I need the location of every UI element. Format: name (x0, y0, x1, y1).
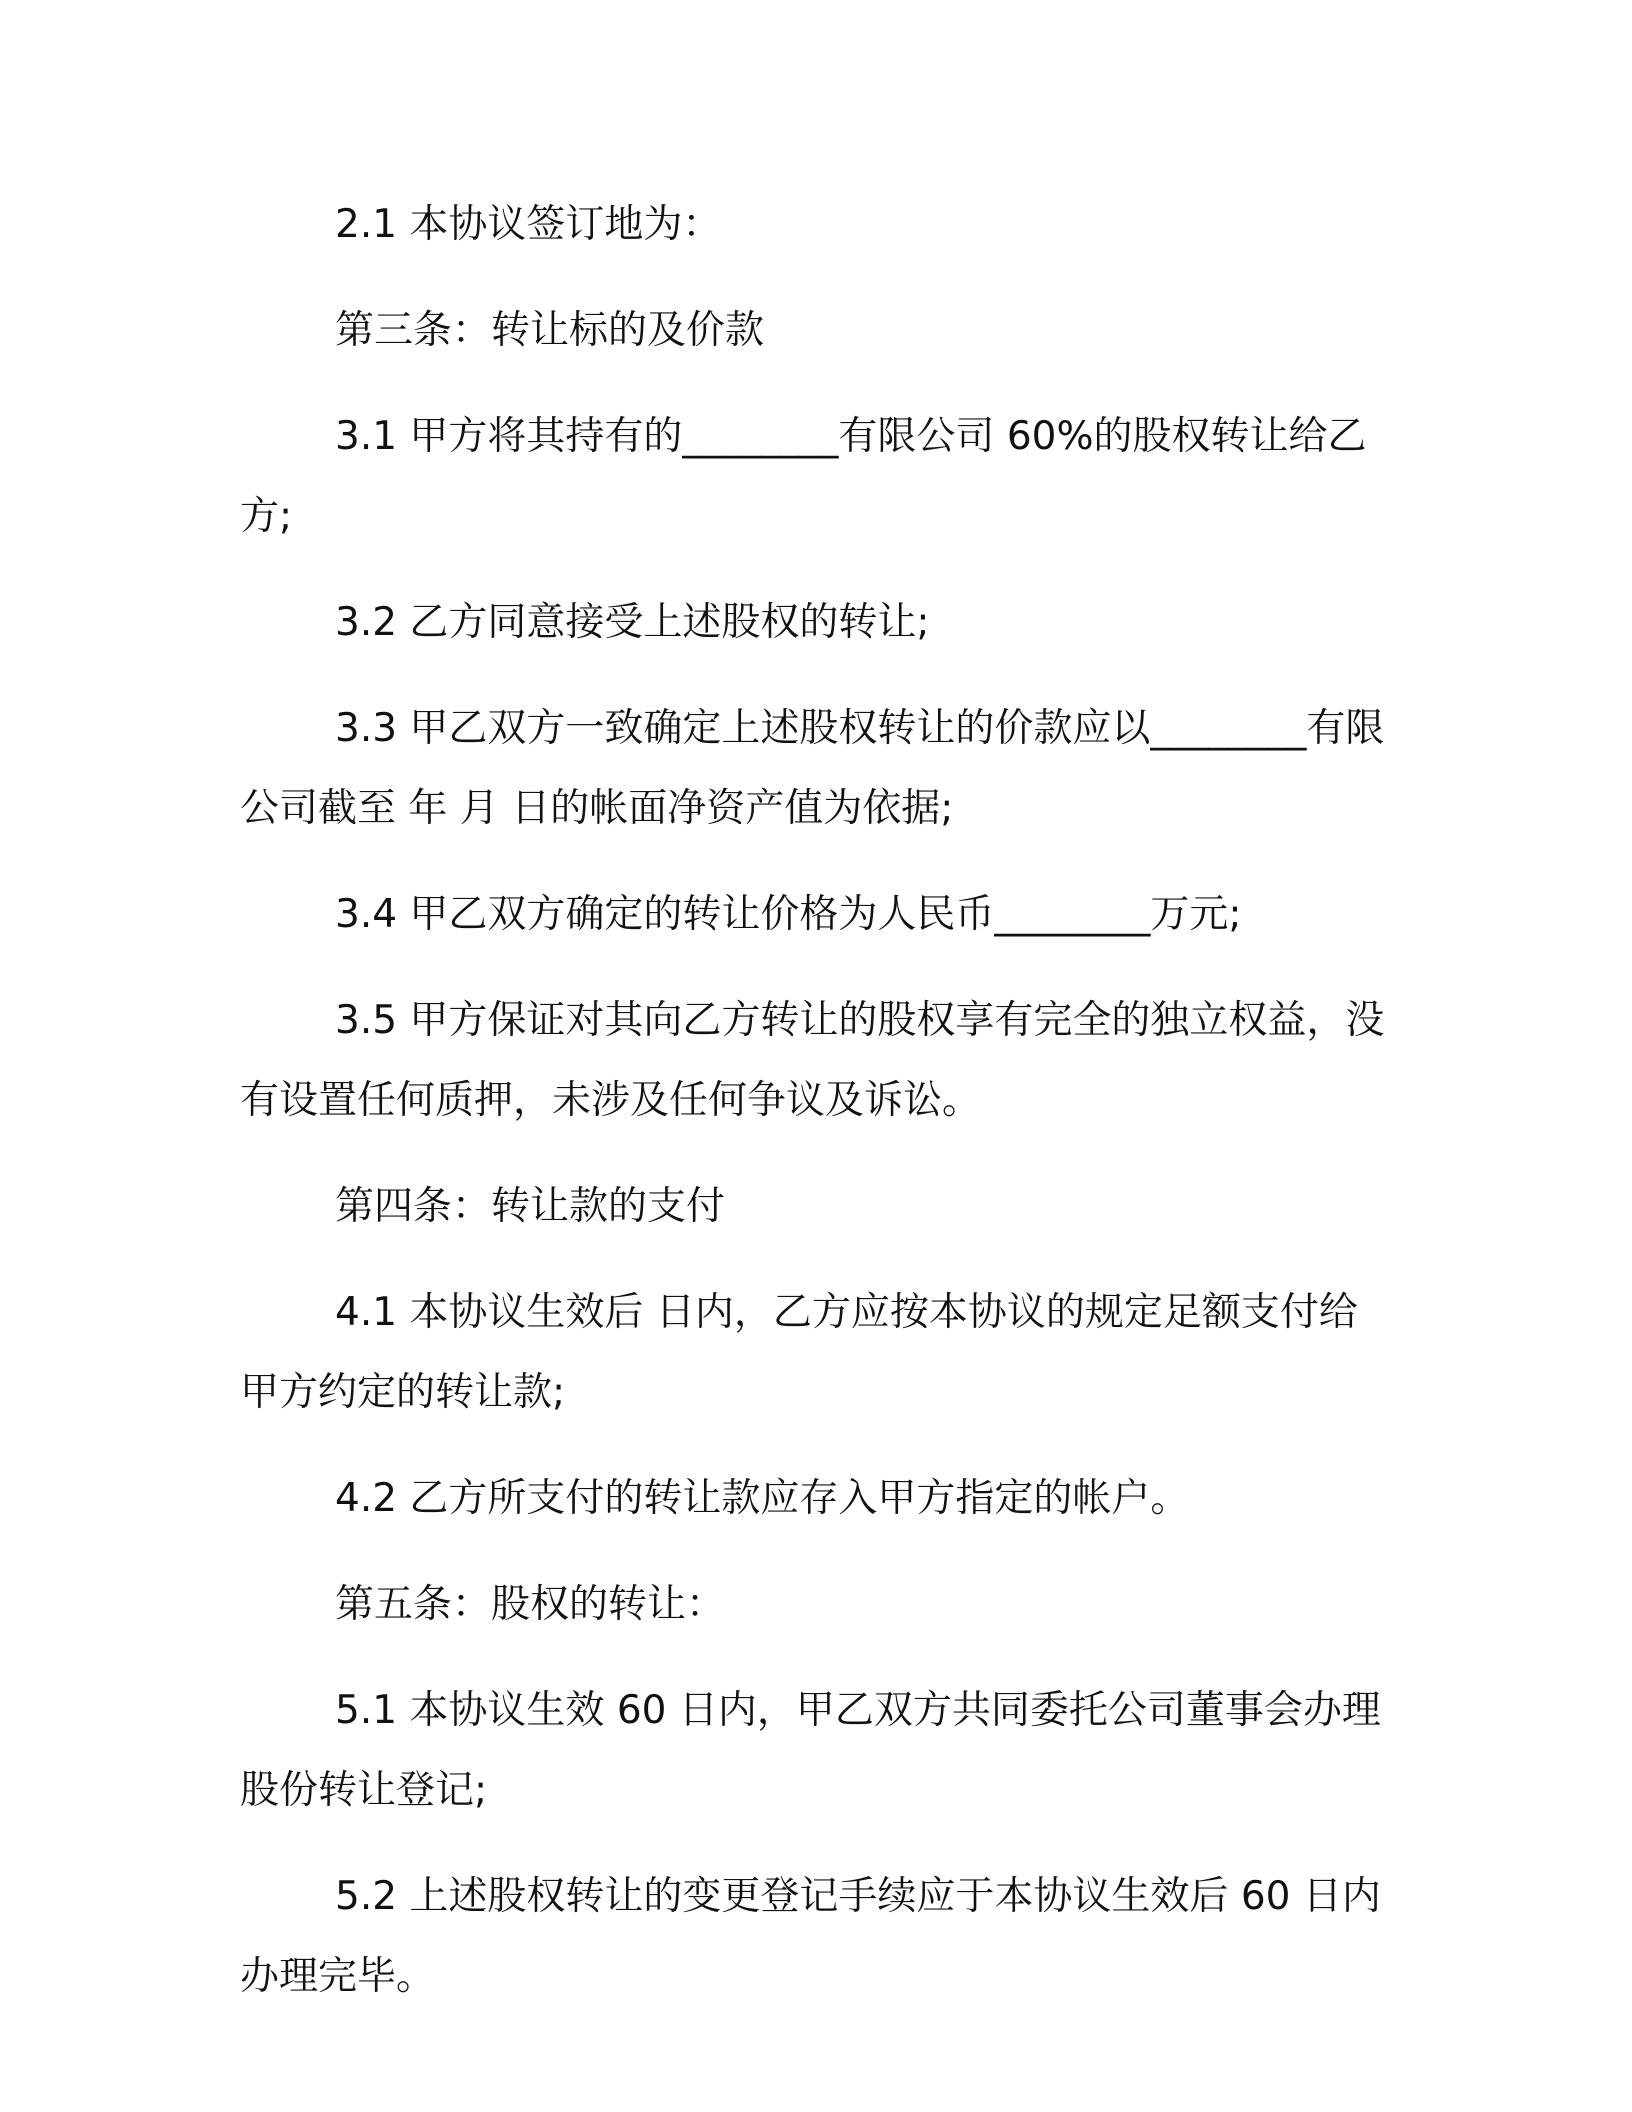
clause-4-2: 4.2 乙方所支付的转让款应存入甲方指定的帐户。 (335, 1476, 1190, 1521)
clause-4-1: 4.1 本协议生效后 日内，乙方应按本协议的规定足额支付给甲方约定的转让款; (240, 1290, 1358, 1415)
article-3-heading: 第三条：转让标的及价款 (335, 308, 765, 353)
clause-3-1: 3.1 甲方将其持有的________有限公司 60%的股权转让给乙方; (240, 414, 1367, 539)
article-4-heading: 第四条：转让款的支付 (335, 1184, 726, 1229)
clause-3-4: 3.4 甲乙双方确定的转让价格为人民币________万元; (335, 892, 1242, 937)
clause-3-3: 3.3 甲乙双方一致确定上述股权转让的价款应以________有限公司截至 年 月 日的帐面净资产值为依据; (240, 706, 1385, 831)
article-5-heading: 第五条：股权的转让： (335, 1582, 726, 1627)
clause-5-1: 5.1 本协议生效 60 日内，甲乙双方共同委托公司董事会办理股份转让登记; (240, 1688, 1381, 1813)
clause-3-5: 3.5 甲方保证对其向乙方转让的股权享有完全的独立权益，没有设置任何质押，未涉及任何争议及诉讼。 (240, 998, 1385, 1123)
clause-5-2: 5.2 上述股权转让的变更登记手续应于本协议生效后 60 日内办理完毕。 (240, 1874, 1381, 1999)
clause-3-2: 3.2 乙方同意接受上述股权的转让; (335, 600, 930, 645)
clause-2-1: 2.1 本协议签订地为： (335, 202, 722, 247)
document-body (240, 185, 1390, 2043)
